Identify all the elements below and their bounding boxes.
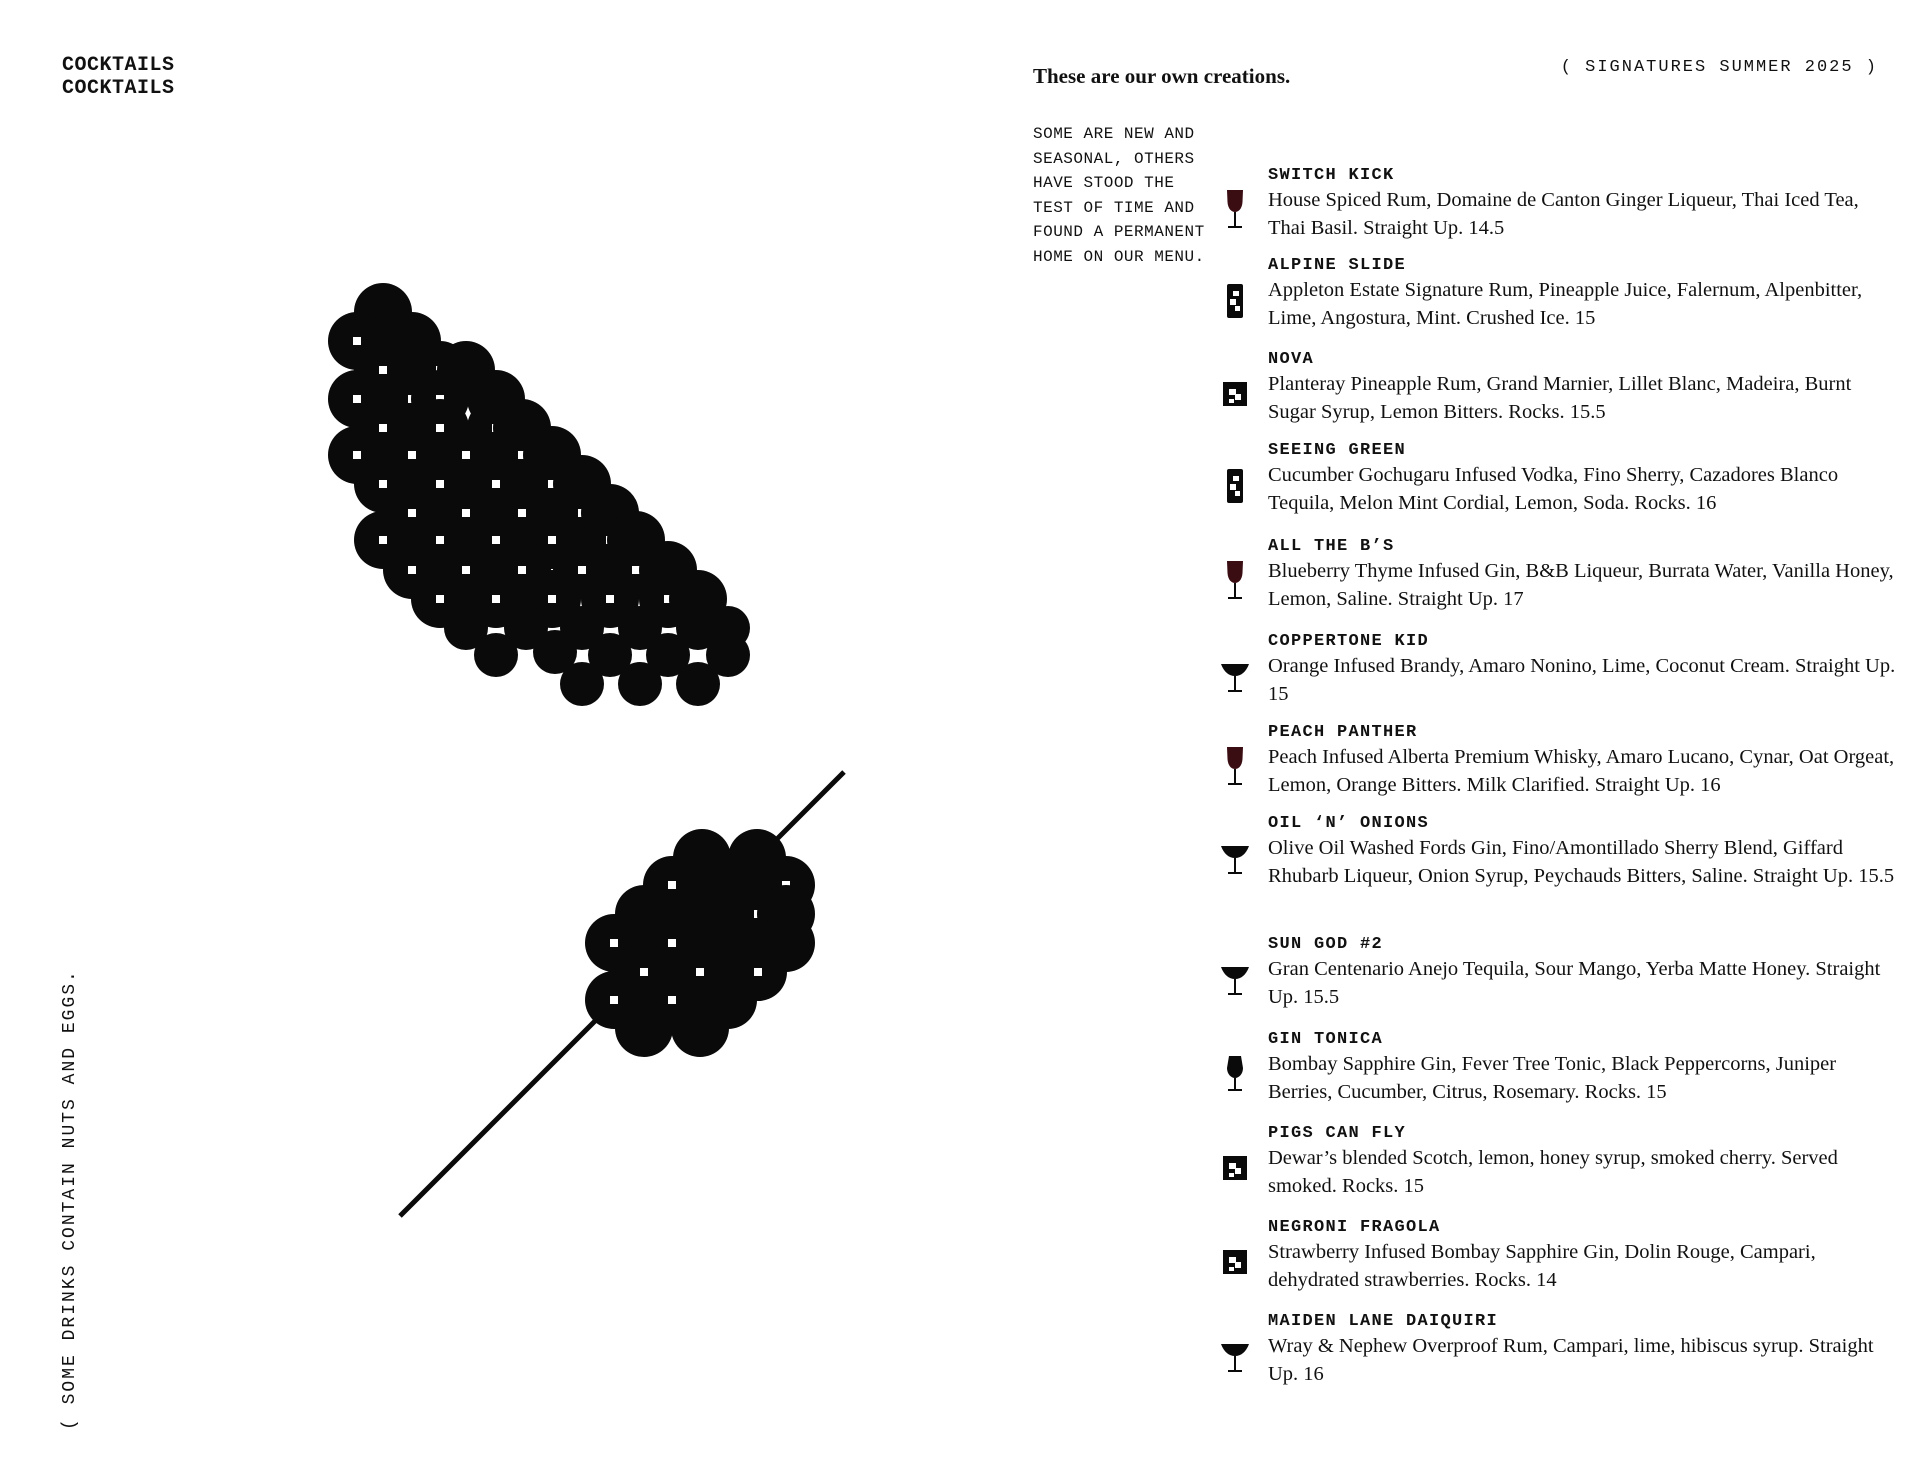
grape-highlight xyxy=(436,480,444,488)
grape-highlight xyxy=(379,366,387,374)
grape xyxy=(618,662,662,706)
grape-highlight xyxy=(518,566,526,574)
cocktail-description: Bombay Sapphire Gin, Fever Tree Tonic, Black Peppercorns, Juniper Berries, Cucumber, Citrus, Rosemary. Rocks. 15 xyxy=(1268,1053,1837,1103)
brand-line-2: COCKTAILS xyxy=(62,77,175,100)
grape-highlight xyxy=(436,536,444,544)
cocktail-description: Appleton Estate Signature Rum, Pineapple Juice, Falernum, Alpenbitter, Lime, Angostura, Mint. Crushed Ice. 15 xyxy=(1268,279,1863,329)
cocktail-description: Cucumber Gochugaru Infused Vodka, Fino Sherry, Cazadores Blanco Tequila, Melon Mint Cordial, Lemon, Soda. Rocks. 16 xyxy=(1268,464,1839,514)
grape-highlight xyxy=(548,536,556,544)
grape-highlight xyxy=(668,881,676,889)
wine-glass-icon xyxy=(1218,745,1252,795)
highball-glass-icon xyxy=(1218,463,1252,513)
grape-highlight xyxy=(462,566,470,574)
cocktail-description: Planteray Pineapple Rum, Grand Marnier, Lillet Blanc, Madeira, Burnt Sugar Syrup, Lemon Bitters. Rocks. 15.5 xyxy=(1268,373,1852,423)
cocktail-name: SUN GOD #2 xyxy=(1268,935,1384,954)
grape-highlight xyxy=(610,939,618,947)
rocks-glass-icon xyxy=(1218,1146,1252,1196)
grape-highlight xyxy=(696,968,704,976)
coupe-glass-icon xyxy=(1218,836,1252,886)
coupe-glass-icon xyxy=(1218,654,1252,704)
grape-highlight xyxy=(640,968,648,976)
cocktail-name: SEEING GREEN xyxy=(1268,441,1407,460)
grape-cluster-illustration xyxy=(328,283,750,706)
brand-line-1: COCKTAILS xyxy=(62,54,175,77)
allergen-note: ( SOME DRINKS CONTAIN NUTS AND EGGS. xyxy=(60,969,80,1430)
grape-highlight xyxy=(606,595,614,603)
grape-highlight xyxy=(408,451,416,459)
grape-highlight xyxy=(492,480,500,488)
grape-highlight xyxy=(610,996,618,1004)
grape-highlight xyxy=(408,509,416,517)
grape-highlight xyxy=(353,451,361,459)
cocktail-description: Peach Infused Alberta Premium Whisky, Amaro Lucano, Cynar, Oat Orgeat, Lemon, Orange Bitters. Milk Clarified. Straight Up. 16 xyxy=(1268,746,1895,796)
cocktail-description: Blueberry Thyme Infused Gin, B&B Liqueur, Burrata Water, Vanilla Honey, Lemon, Saline. Straight Up. 17 xyxy=(1268,560,1894,610)
cocktail-name: NEGRONI FRAGOLA xyxy=(1268,1218,1441,1237)
grape-highlight xyxy=(462,509,470,517)
grape xyxy=(671,999,729,1057)
grape-highlight xyxy=(492,536,500,544)
season-label: ( SIGNATURES SUMMER 2025 ) xyxy=(1560,58,1878,77)
grape-highlight xyxy=(379,536,387,544)
wine-glass-icon xyxy=(1218,188,1252,238)
cocktail-name: MAIDEN LANE DAIQUIRI xyxy=(1268,1312,1499,1331)
grape-highlight xyxy=(668,939,676,947)
highball-glass-icon xyxy=(1218,278,1252,328)
grape-highlight xyxy=(353,337,361,345)
grape-highlight xyxy=(578,566,586,574)
cocktail-description: Orange Infused Brandy, Amaro Nonino, Lime, Coconut Cream. Straight Up. 15 xyxy=(1268,655,1896,705)
cocktail-name: ALL THE B’S xyxy=(1268,537,1395,556)
grape-highlight xyxy=(353,395,361,403)
intro-heading: These are our own creations. xyxy=(1033,64,1291,88)
grape-highlight xyxy=(668,996,676,1004)
cocktail-name: NOVA xyxy=(1268,350,1315,369)
grape-highlight xyxy=(492,595,500,603)
grape-highlight xyxy=(436,424,444,432)
cocktail-description: House Spiced Rum, Domaine de Canton Ginger Liqueur, Thai Iced Tea, Thai Basil. Straight Up. 14.5 xyxy=(1268,189,1859,239)
cocktail-name: COPPERTONE KID xyxy=(1268,632,1430,651)
grape-highlight xyxy=(632,566,640,574)
balloon-glass-icon xyxy=(1218,1052,1252,1102)
grape-highlight xyxy=(436,595,444,603)
rocks-glass-icon xyxy=(1218,1240,1252,1290)
grape-highlight xyxy=(548,595,556,603)
grape-highlight xyxy=(379,480,387,488)
grape xyxy=(560,662,604,706)
grape xyxy=(676,662,720,706)
cocktail-description: Wray & Nephew Overproof Rum, Campari, lime, hibiscus syrup. Straight Up. 16 xyxy=(1268,1335,1874,1385)
cocktail-name: GIN TONICA xyxy=(1268,1030,1384,1049)
cocktail-name: PEACH PANTHER xyxy=(1268,723,1418,742)
intro-blurb: SOME ARE NEW AND SEASONAL, OTHERS HAVE STOOD THE TEST OF TIME AND FOUND A PERMANENT HOME ON OUR MENU. xyxy=(1033,125,1205,266)
coupe-glass-icon xyxy=(1218,1334,1252,1384)
cocktail-description: Gran Centenario Anejo Tequila, Sour Mango, Yerba Matte Honey. Straight Up. 15.5 xyxy=(1268,958,1881,1008)
grape-highlight xyxy=(408,566,416,574)
grape-highlight xyxy=(379,424,387,432)
cocktail-description: Olive Oil Washed Fords Gin, Fino/Amontillado Sherry Blend, Giffard Rhubarb Liqueur, Onion Syrup, Peychauds Bitters, Saline. Straight Up. 15.5 xyxy=(1268,837,1895,887)
skewered-garnish-illustration xyxy=(585,829,815,1057)
grape xyxy=(615,999,673,1057)
grape-highlight xyxy=(518,509,526,517)
cocktail-name: OIL ‘N’ ONIONS xyxy=(1268,814,1430,833)
cocktail-description: Dewar’s blended Scotch, lemon, honey syrup, smoked cherry. Served smoked. Rocks. 15 xyxy=(1268,1147,1838,1197)
rocks-glass-icon xyxy=(1218,372,1252,422)
cocktail-name: PIGS CAN FLY xyxy=(1268,1124,1407,1143)
cocktail-description: Strawberry Infused Bombay Sapphire Gin, Dolin Rouge, Campari, dehydrated strawberries. Rocks. 14 xyxy=(1268,1241,1816,1291)
grape-highlight xyxy=(754,968,762,976)
cocktail-name: SWITCH KICK xyxy=(1268,166,1395,185)
wine-glass-icon xyxy=(1218,559,1252,609)
coupe-glass-icon xyxy=(1218,957,1252,1007)
grape xyxy=(474,633,518,677)
grape-highlight xyxy=(462,451,470,459)
cocktail-name: ALPINE SLIDE xyxy=(1268,256,1407,275)
